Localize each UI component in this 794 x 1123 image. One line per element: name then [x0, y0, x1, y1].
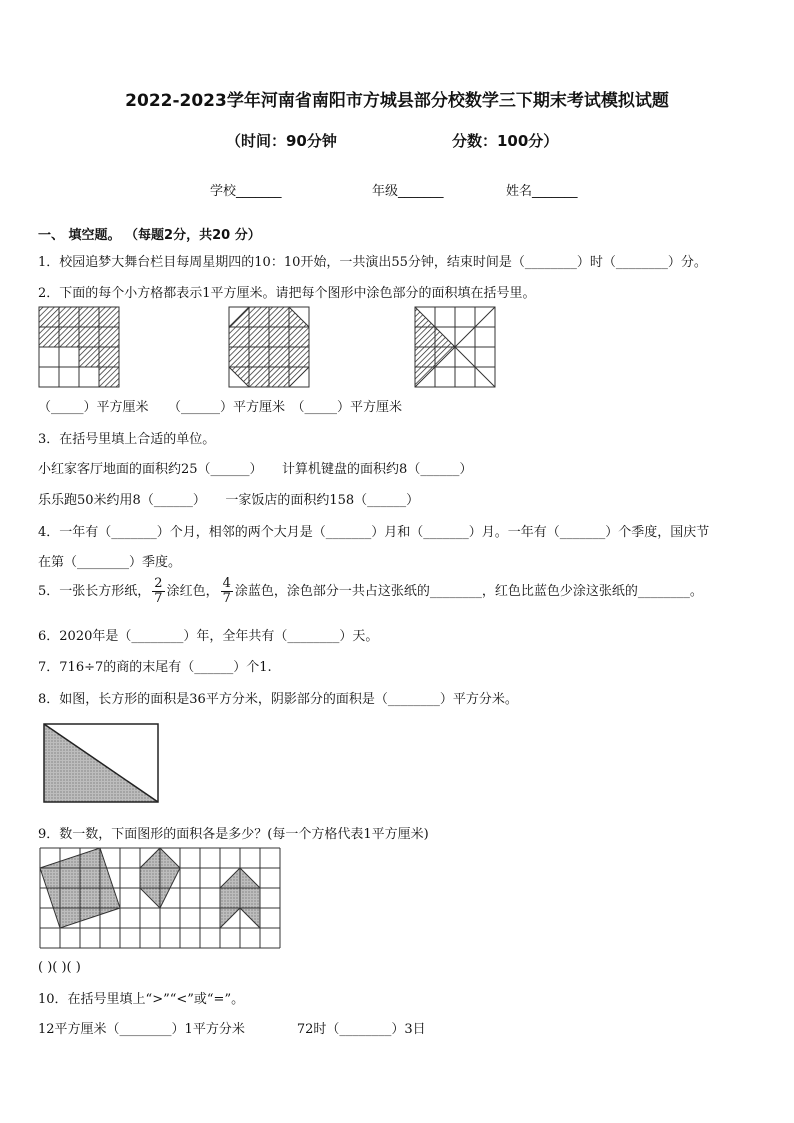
question-3-line-1: 小红家客厅地面的面积约25（______） 计算机键盘的面积约8（______）: [38, 462, 473, 477]
question-10-line: 12平方厘米（________）1平方分米 72时（________）3日: [38, 1022, 426, 1037]
question-10: 10．在括号里填上“>”“<”或“=”。: [38, 992, 245, 1007]
time-label: （时间：90分钟: [226, 132, 337, 150]
q2-figure-1: [38, 306, 120, 388]
q8-rectangle-figure: [42, 722, 160, 804]
question-9: 9．数一数，下面图形的面积各是多少？(每一个方格代表1平方厘米): [38, 827, 429, 842]
school-field: 学校_______: [210, 184, 282, 199]
score-label: 分数：100分）: [452, 132, 559, 150]
q9-grid-figure: [38, 846, 286, 949]
fraction-blue: $\frac{4}{7}$: [222, 576, 231, 606]
page-title: 2022-2023学年河南省南阳市方城县部分校数学三下期末考试模拟试题: [125, 91, 669, 111]
question-3: 3．在括号里填上合适的单位。: [38, 432, 216, 447]
q2-figure-3: [414, 306, 496, 388]
question-8: 8．如图，长方形的面积是36平方分米，阴影部分的面积是（________）平方分米。: [38, 692, 518, 707]
question-3-line-2: 乐乐跑50米约用8（______） 一家饭店的面积约158（______）: [38, 493, 420, 508]
question-5: 5．一张长方形纸， $\frac{2}{7}$ 涂红色， $\frac{4}{7}$ 涂蓝色，涂色部分一共占这张纸的________，红色比蓝色少涂这张纸的________。: [38, 576, 703, 606]
question-2: 2．下面的每个小方格都表示1平方厘米。请把每个图形中涂色部分的面积填在括号里。: [38, 286, 536, 301]
question-6: 6．2020年是（________）年，全年共有（________）天。: [38, 629, 379, 644]
fraction-red: $\frac{2}{7}$: [154, 576, 163, 606]
question-2-answers: （_____）平方厘米 （______）平方厘米 （_____）平方厘米: [38, 400, 403, 415]
section-heading: 一、 填空题。 （每题2分，共20 分）: [38, 228, 261, 243]
name-field: 姓名_______: [506, 184, 578, 199]
q2-figure-2: [228, 306, 310, 388]
question-4-line-1: 4．一年有（_______）个月，相邻的两个大月是（_______）月和（_______）月。一年有（_______）个季度，国庆节: [38, 525, 710, 540]
question-1: 1．校园追梦大舞台栏目每周星期四的10：10开始，一共演出55分钟，结束时间是（________）时（________）分。: [38, 255, 707, 270]
question-7: 7．716÷7的商的末尾有（______）个1.: [38, 660, 272, 675]
question-9-answers: ( )( )( ): [38, 960, 81, 975]
grade-field: 年级_______: [372, 184, 444, 199]
question-4-line-2: 在第（________）季度。: [38, 555, 182, 570]
